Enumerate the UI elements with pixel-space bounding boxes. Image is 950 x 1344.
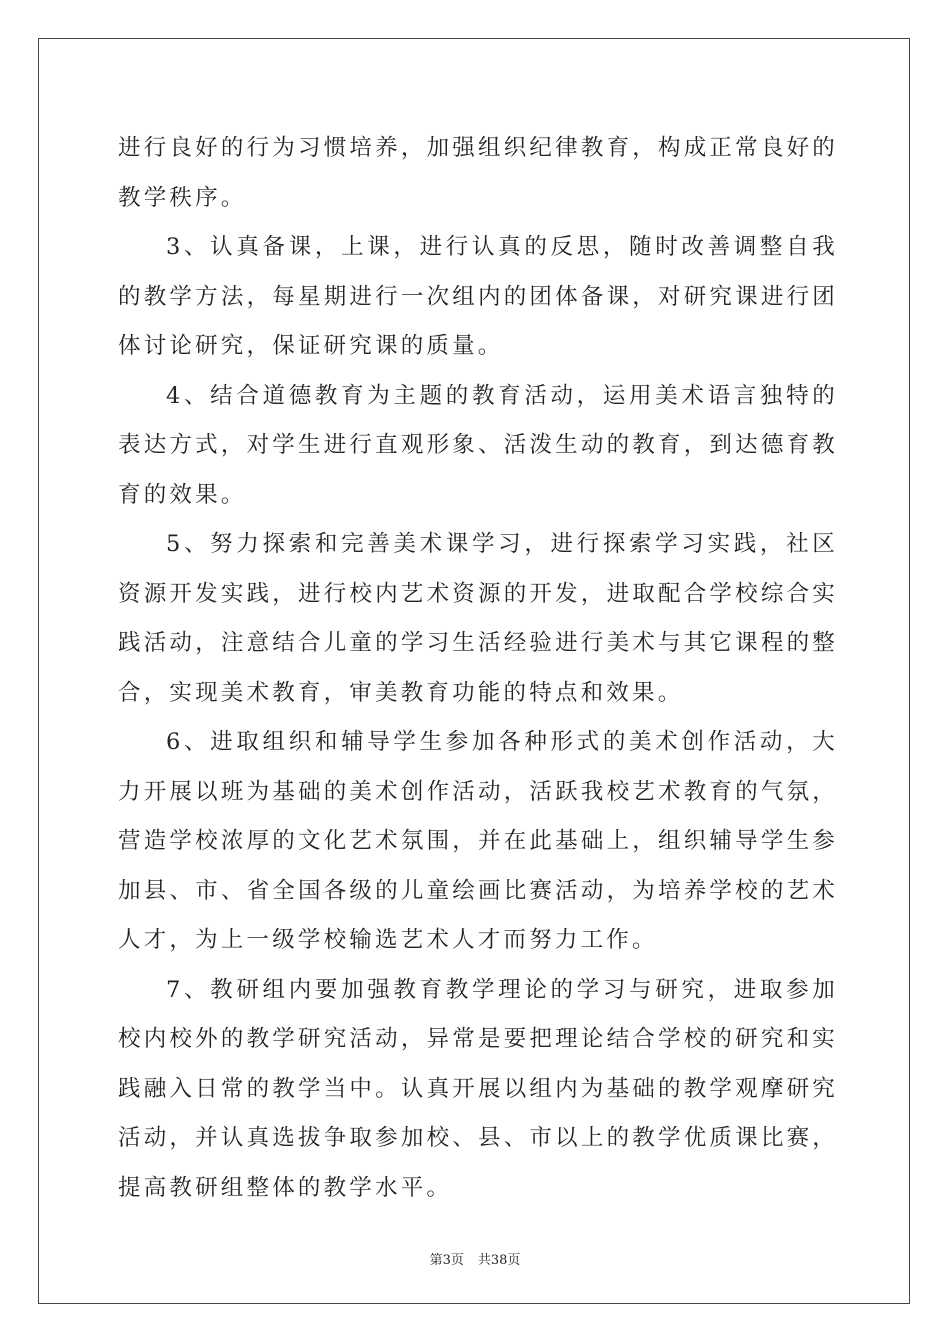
paragraph-6: 7、教研组内要加强教育教学理论的学习与研究，进取参加校内校外的教学研究活动，异常是要把理论结合学校的研究和实践融入日常的教学当中。认真开展以组内为基础的教学观摩研究活动，并认真选拔争取参加校、县、市以上的教学优质课比赛，提高教研组整体的教学水平。 — [118, 976, 838, 1201]
paragraph-5: 6、进取组织和辅导学生参加各种形式的美术创作活动，大力开展以班为基础的美术创作活动，活跃我校艺术教育的气氛，营造学校浓厚的文化艺术氛围，并在此基础上，组织辅导学生参加县、市、省全国各级的儿童绘画比赛活动，为培养学校的艺术人才，为上一级学校输选艺术人才而努力工作。 — [118, 729, 838, 953]
document-body — [118, 124, 838, 1213]
page-footer — [0, 1249, 950, 1268]
paragraph-3: 4、结合道德教育为主题的教育活动，运用美术语言独特的表达方式，对学生进行直观形象、活泼生动的教育，到达德育教育的效果。 — [118, 382, 838, 508]
page-total: 共38页 — [477, 1253, 521, 1268]
paragraph-2: 3、认真备课，上课，进行认真的反思，随时改善调整自我的教学方法，每星期进行一次组内的团体备课，对研究课进行团体讨论研究，保证研究课的质量。 — [118, 234, 838, 359]
paragraph-4: 5、努力探索和完善美术课学习，进行探索学习实践，社区资源开发实践，进行校内艺术资源的开发，进取配合学校综合实践活动，注意结合儿童的学习生活经验进行美术与其它课程的整合，实现美术教育，审美教育功能的特点和效果。 — [118, 531, 838, 706]
paragraph-1: 进行良好的行为习惯培养，加强组织纪律教育，构成正常良好的教学秩序。 — [118, 135, 838, 211]
page-number: 第3页 — [429, 1253, 464, 1268]
